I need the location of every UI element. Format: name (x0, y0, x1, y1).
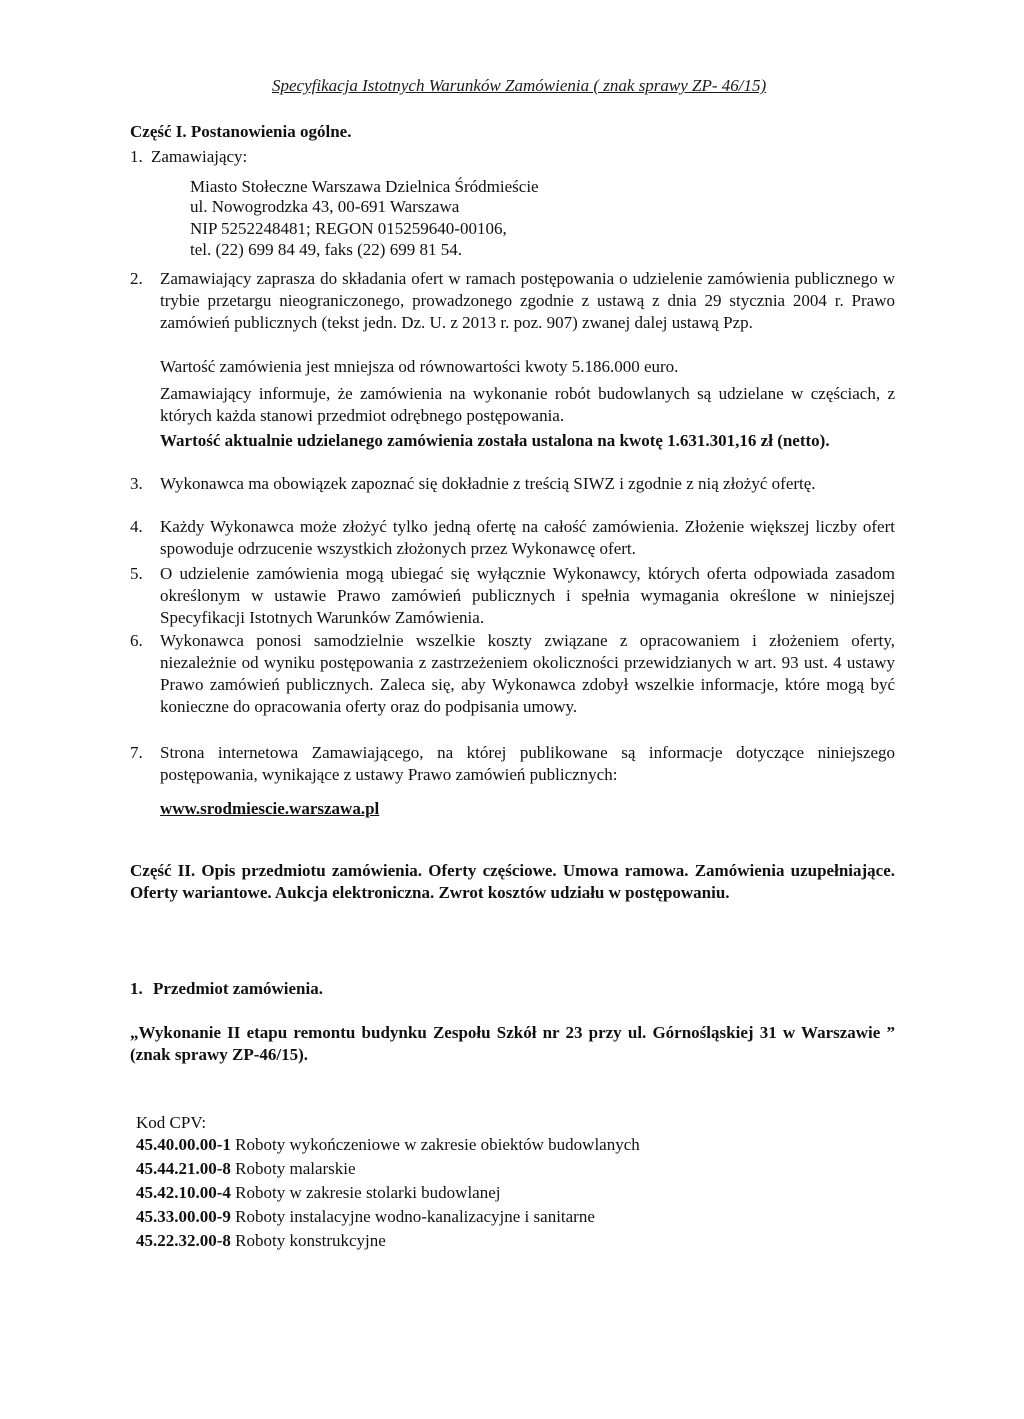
item7-text: Strona internetowa Zamawiającego, na której publikowane są informacje dotyczące niniejszego postępowania, wynikające z ustawy Prawo zamówień publicznych: (160, 743, 895, 784)
item5-number: 5. (130, 564, 143, 583)
address-line: ul. Nowogrodzka 43, 00-691 Warszawa (190, 197, 460, 216)
cpv-description: Roboty w zakresie stolarki budowlanej (235, 1183, 501, 1202)
cpv-row (136, 1230, 386, 1252)
item2-amount: Wartość aktualnie udzielanego zamówienia została ustalona na kwotę 1.631.301,16 zł (netto). (160, 431, 830, 450)
item1-number: 1. (130, 147, 143, 166)
item5-text: O udzielenie zamówienia mogą ubiegać się wyłącznie Wykonawcy, których oferta odpowiada zasadom określonym w ustawie Prawo zamówień publicznych i spełnia wymagania określone w niniejszej Specyfikacji Istotnych Warunków Zamówienia. (160, 564, 895, 627)
cpv-code: 45.42.10.00-4 (136, 1183, 231, 1202)
cpv-code: 45.22.32.00-8 (136, 1231, 231, 1250)
part2-item1-number: 1. (130, 979, 143, 998)
part1-title: Część I. Postanowienia ogólne. (130, 122, 352, 141)
cpv-row (136, 1158, 356, 1180)
part2-item1-label: Przedmiot zamówienia. (153, 979, 323, 998)
cpv-code: 45.40.00.00-1 (136, 1135, 231, 1154)
cpv-description: Roboty konstrukcyjne (235, 1231, 386, 1250)
address-line: tel. (22) 699 84 49, faks (22) 699 81 54. (190, 240, 462, 259)
address-line: NIP 5252248481; REGON 015259640-00106, (190, 219, 507, 238)
cpv-row (136, 1134, 640, 1156)
item3-text: Wykonawca ma obowiązek zapoznać się dokładnie z treścią SIWZ i zgodnie z nią złożyć ofertę. (160, 474, 816, 493)
item6-number: 6. (130, 631, 143, 650)
part2-title: Część II. Opis przedmiotu zamówienia. Oferty częściowe. Umowa ramowa. Zamówienia uzupełniające. Oferty wariantowe. Aukcja elektroniczna. Zwrot kosztów udziału w postępowaniu. (130, 861, 895, 902)
item2-info: Zamawiający informuje, że zamówienia na wykonanie robót budowlanych są udzielane w częściach, z których każda stanowi przedmiot odrębnego postępowania. (160, 384, 895, 425)
item1-label: Zamawiający: (151, 147, 248, 166)
website-link[interactable]: www.srodmiescie.warszawa.pl (160, 799, 380, 818)
subject-of-order: „Wykonanie II etapu remontu budynku Zespołu Szkół nr 23 przy ul. Górnośląskiej 31 w Warszawie ” (znak sprawy ZP-46/15). (130, 1023, 895, 1064)
cpv-description: Roboty instalacyjne wodno-kanalizacyjne i sanitarne (235, 1207, 595, 1226)
item4-number: 4. (130, 517, 143, 536)
page-header: Specyfikacja Istotnych Warunków Zamówienia ( znak sprawy ZP- 46/15) (272, 76, 767, 95)
item2-text: Zamawiający zaprasza do składania ofert w ramach postępowania o udzielenie zamówienia publicznego w trybie przetargu nieograniczonego, prowadzonego zgodnie z ustawą z dnia 29 stycznia 2004 r. Prawo zamówień publicznych (tekst jedn. Dz. U. z 2013 r. poz. 907) zwanej dalej ustawą Pzp. (160, 269, 895, 332)
item2-value: Wartość zamówienia jest mniejsza od równowartości kwoty 5.186.000 euro. (160, 357, 679, 376)
cpv-code: 45.44.21.00-8 (136, 1159, 231, 1178)
item4-text: Każdy Wykonawca może złożyć tylko jedną ofertę na całość zamówienia. Złożenie większej liczby ofert spowoduje odrzucenie wszystkich złożonych przez Wykonawcę ofert. (160, 517, 895, 558)
cpv-row (136, 1182, 501, 1204)
cpv-row (136, 1206, 595, 1228)
item2-number: 2. (130, 269, 143, 288)
address-line: Miasto Stołeczne Warszawa Dzielnica Śródmieście (190, 177, 539, 196)
cpv-description: Roboty malarskie (235, 1159, 356, 1178)
item6-text: Wykonawca ponosi samodzielnie wszelkie koszty związane z opracowaniem i złożeniem oferty, niezależnie od wyniku postępowania z zastrzeżeniem okoliczności przewidzianych w art. 93 ust. 4 ustawy Prawo zamówień publicznych. Zaleca się, aby Wykonawca zdobył wszelkie informacje, które mogą być konieczne do opracowania oferty oraz do podpisania umowy. (160, 631, 895, 716)
cpv-label: Kod CPV: (136, 1113, 207, 1132)
cpv-code: 45.33.00.00-9 (136, 1207, 231, 1226)
cpv-description: Roboty wykończeniowe w zakresie obiektów budowlanych (235, 1135, 640, 1154)
item7-number: 7. (130, 743, 143, 762)
item3-number: 3. (130, 474, 143, 493)
